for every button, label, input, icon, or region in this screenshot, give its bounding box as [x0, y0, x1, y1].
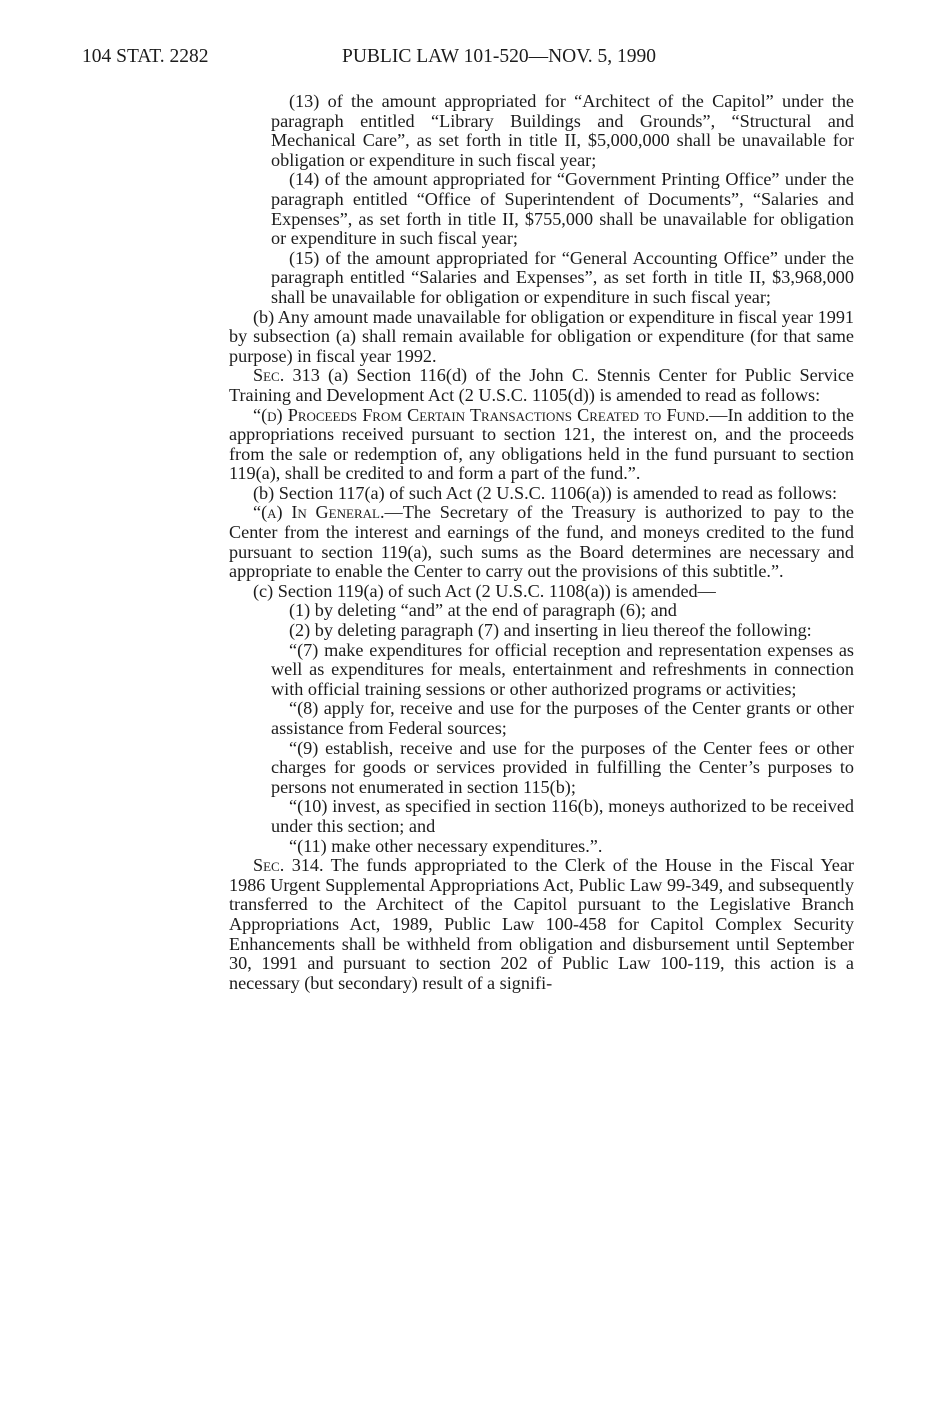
- amendment-d-heading: “(d) Proceeds From Certain Transactions Created to Fund.: [253, 404, 710, 425]
- subsection-c-119: (c) Section 119(a) of such Act (2 U.S.C. 1108(a)) is amended—: [253, 580, 716, 601]
- amendment-a: [229, 503, 854, 581]
- section-314-text: 314. The funds appropriated to the Clerk of the House in the Fiscal Year 1986 Urgent Supplemental Appropriations Act, Public Law 99-349, and subsequently transferred to the Architect of the Capitol pursuant to the Legislative Branch Appropriations Act, 1989, Public Law 100-458 for Capitol Complex Security Enhancements shall be withheld from obligation and disbursement until September 30, 1991 and pursuant to section 202 of Public Law 100-119, this action is a necessary (but secondary) result of a signifi-: [229, 855, 854, 993]
- section-label: Sec.: [253, 365, 285, 386]
- section-label: Sec.: [253, 855, 285, 876]
- running-header: [82, 44, 862, 70]
- quoted-paragraph-11: “(11) make other necessary expenditures.”.: [289, 835, 603, 856]
- clause-c2: (2) by deleting paragraph (7) and inserting in lieu thereof the following:: [289, 620, 812, 641]
- document-body: [229, 92, 854, 993]
- stat-page-number: 104 STAT. 2282: [82, 46, 209, 67]
- section-313-text: 313 (a) Section 116(d) of the John C. Stennis Center for Public Service Training and Development Act (2 U.S.C. 1105(d)) is amended to read as follows:: [229, 365, 854, 405]
- subsection-b-117: (b) Section 117(a) of such Act (2 U.S.C. 1106(a)) is amended to read as follows:: [253, 482, 838, 503]
- section-314: [229, 856, 854, 993]
- public-law-title: PUBLIC LAW 101-520—NOV. 5, 1990: [342, 46, 657, 67]
- clause-c1: (1) by deleting “and” at the end of paragraph (6); and: [289, 600, 677, 621]
- quoted-paragraph-9: “(9) establish, receive and use for the purposes of the Center fees or other charges for goods or services provided in fulfilling the Center’s purposes to persons not enumerated in section 115(b);: [271, 737, 854, 797]
- amendment-a-text: —The Secretary of the Treasury is authorized to pay to the Center from the interest and earnings of the fund, and moneys credited to the fund pursuant to section 119(a), such sums as the Board determines are necessary and appropriate to enable the Center to carry out the provisions of this subtitle.”.: [229, 502, 854, 582]
- paragraph-13: (13) of the amount appropriated for “Architect of the Capitol” under the paragraph entitled “Library Buildings and Grounds”, “Structural and Mechanical Care”, as set forth in title II, $5,000,000 shall be unavailable for obligation or expenditure in such fiscal year;: [271, 91, 854, 170]
- paragraph-14: (14) of the amount appropriated for “Government Printing Office” under the paragraph entitled “Office of Superintendent of Documents”, “Salaries and Expenses”, as set forth in title II, $755,000 shall be unavailable for obligation or expenditure in such fiscal year;: [271, 169, 854, 249]
- amendment-d: [229, 406, 854, 484]
- quoted-paragraph-8: “(8) apply for, receive and use for the purposes of the Center grants or other assistance from Federal sources;: [271, 698, 854, 738]
- amendment-a-heading: “(a) In General.: [253, 502, 385, 523]
- section-313: [229, 366, 854, 405]
- amendment-d-text: —In addition to the appropriations received pursuant to section 121, the interest on, and the proceeds from the sale or redemption of, any obligations held in the fund pursuant to section 119(a), shall be credited to and form a part of the fund.”.: [229, 404, 855, 484]
- quoted-paragraph-10: “(10) invest, as specified in section 116(b), moneys authorized to be received under this section; and: [271, 796, 854, 836]
- paragraph-15: (15) of the amount appropriated for “General Accounting Office” under the paragraph entitled “Salaries and Expenses”, as set forth in title II, $3,968,000 shall be unavailable for obligation or expenditure in such fiscal year;: [271, 247, 854, 307]
- subsection-b: (b) Any amount made unavailable for obligation or expenditure in fiscal year 1991 by subsection (a) shall remain available for obligation or expenditure (for that same purpose) in fiscal year 1992.: [229, 306, 855, 366]
- quoted-paragraph-7: “(7) make expenditures for official reception and representation expenses as well as expenditures for meals, entertainment and refreshments in connection with official training sessions or other authorized programs or activities;: [271, 639, 854, 699]
